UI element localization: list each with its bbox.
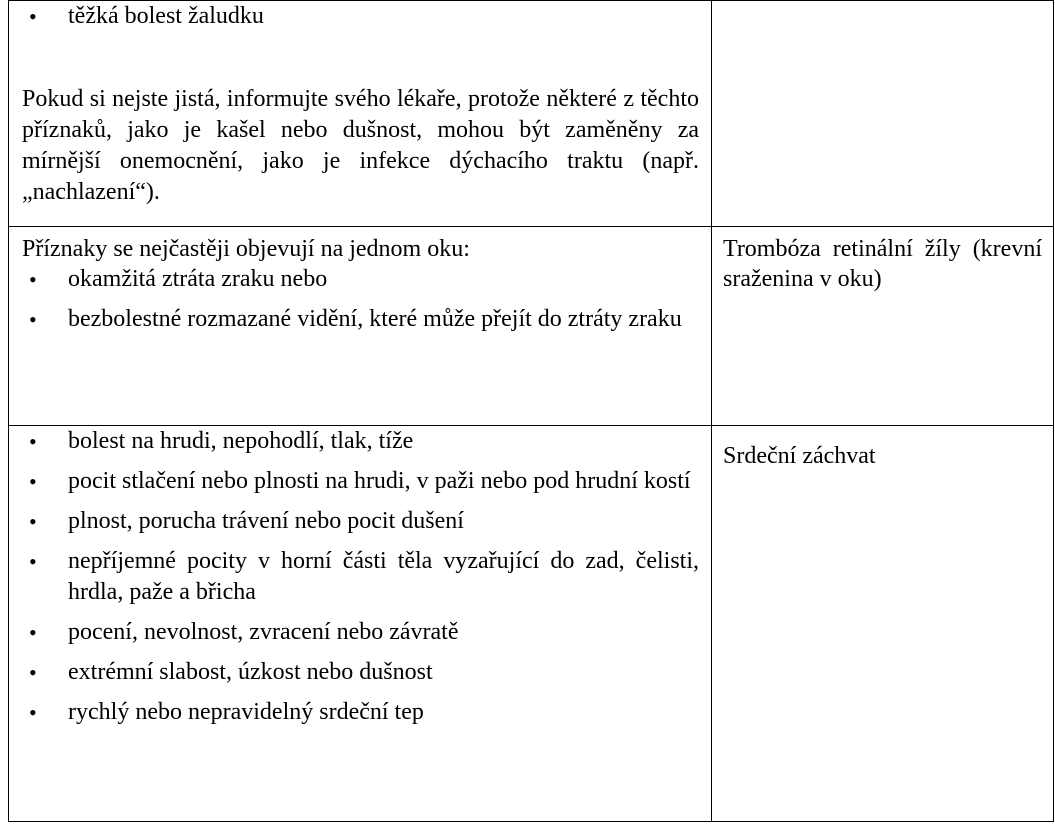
list-item: [22, 304, 699, 335]
condition-text: Srdeční záchvat: [723, 443, 876, 469]
symptom-text: extrémní slabost, úzkost nebo dušnost: [68, 659, 433, 685]
bullet-icon: •: [29, 660, 37, 685]
condition-cell: [712, 227, 1054, 426]
bullet-icon: •: [29, 307, 37, 332]
symptom-text: plnost, porucha trávení nebo pocit dušení: [68, 508, 464, 534]
list-item: [22, 617, 699, 648]
bullet-icon: •: [29, 4, 37, 29]
advice-paragraph: Pokud si nejste jistá, informujte svého lékaře, protože některé z těchto příznaků, jako je kašel nebo dušnost, mohou být zaměněny za mírnější onemocnění, jako je infekce dýchacího traktu (např. „nachlazení“).: [22, 86, 699, 205]
bullet-icon: •: [29, 509, 37, 534]
condition-cell: [712, 426, 1054, 822]
condition-cell: [712, 1, 1054, 227]
condition-text: Trombóza retinální žíly (krevní sraženina v oku): [723, 236, 1042, 292]
list-item: [22, 506, 699, 537]
bullet-icon: •: [29, 429, 37, 454]
symptoms-table: [8, 0, 1054, 822]
bullet-icon: •: [29, 700, 37, 725]
list-item: [22, 657, 699, 688]
symptom-text: bolest na hrudi, nepohodlí, tlak, tíže: [68, 428, 414, 454]
document-page: [8, 0, 1053, 822]
symptom-text: rychlý nebo nepravidelný srdeční tep: [68, 699, 424, 725]
symptom-list: [22, 426, 699, 728]
symptom-intro: Příznaky se nejčastěji objevují na jednom oku:: [22, 236, 470, 262]
list-item: [22, 466, 699, 497]
list-item: [22, 546, 699, 608]
list-item: [22, 697, 699, 728]
bullet-icon: •: [29, 620, 37, 645]
symptom-text: bezbolestné rozmazané vidění, které může přejít do ztráty zraku: [68, 306, 682, 332]
bullet-icon: •: [29, 549, 37, 574]
bullet-icon: •: [29, 469, 37, 494]
symptom-list: [22, 264, 699, 335]
table-row: [9, 1, 1054, 227]
table-row: [9, 227, 1054, 426]
symptoms-cell: [9, 227, 712, 426]
symptom-text: těžká bolest žaludku: [68, 3, 264, 29]
symptom-list: [22, 1, 699, 32]
symptoms-cell: [9, 426, 712, 822]
bullet-icon: •: [29, 267, 37, 292]
table-row: [9, 426, 1054, 822]
symptoms-cell: [9, 1, 712, 227]
list-item: [22, 426, 699, 457]
list-item: [22, 1, 699, 32]
symptom-text: pocit stlačení nebo plnosti na hrudi, v paži nebo pod hrudní kostí: [68, 468, 691, 494]
list-item: [22, 264, 699, 295]
symptom-text: nepříjemné pocity v horní části těla vyzařující do zad, čelisti, hrdla, paže a břicha: [68, 548, 699, 605]
symptom-text: pocení, nevolnost, zvracení nebo závratě: [68, 619, 459, 645]
symptom-text: okamžitá ztráta zraku nebo: [68, 266, 328, 292]
